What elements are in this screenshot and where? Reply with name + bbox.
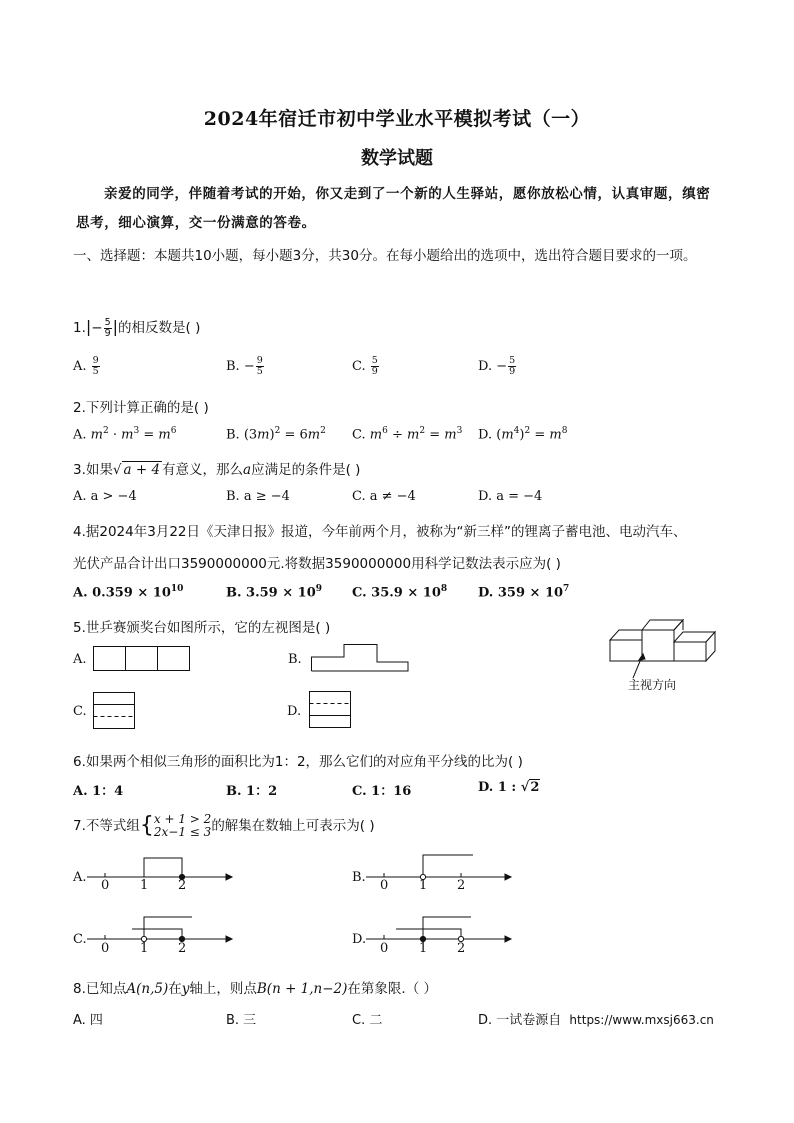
q1-option-b[interactable]: B. − $\frac{9}{5}$ [226,355,263,377]
q8-point-a: A(n,5) [126,981,169,997]
q8-point-b: B(n + 1,n−2) [256,981,348,997]
q7-a-tick-1: 1 [140,878,149,893]
q7-d-tick-1: 1 [419,941,428,956]
q1-abs-fraction: $\frac{5}{9}$ [104,316,111,339]
q7-c-tick-0: 0 [101,941,110,956]
q1-stem: 的相反数是( ) [118,320,201,336]
q6-option-c[interactable]: C. 1：16 [352,784,412,799]
q7-option-c-numberline[interactable] [87,912,237,957]
q7-option-b-numberline[interactable] [366,852,516,897]
q4-option-a[interactable]: A. $0.359 \times 10^{10}$ [73,584,184,601]
q1-option-c[interactable]: C. $\frac{5}{9}$ [352,355,378,377]
q7-b-tick-0: 0 [380,878,389,893]
source-url: https://www.mxsj663.cn [569,1013,714,1027]
q5-option-a-figure[interactable] [93,646,191,672]
q1-number: 1. [73,320,86,336]
q7-system: x + 1 > 2 2x−1 ≤ 3 [153,812,212,839]
q7-c-tick-1: 1 [140,941,149,956]
q7-c-tick-2: 2 [178,941,187,956]
q8-option-b[interactable]: B. 三 [226,1013,257,1028]
question-8: 8.已知点A(n,5)在y轴上，则点B(n + 1,n−2)在第象限.（ ） [73,981,438,997]
q8-option-d[interactable]: D. 一试卷源自 https://www.mxsj663.cn [478,1013,714,1028]
q4-option-c[interactable]: C. $35.9 \times 10^8$ [352,584,448,601]
view-direction-label: 主视方向 [628,678,677,692]
q7-a-tick-0: 0 [101,878,110,893]
question-2: 2.下列计算正确的是( ) [73,400,209,416]
q7-d-tick-2: 2 [457,941,466,956]
q8-option-a[interactable]: A. 四 [73,1013,103,1028]
q7-option-b-label[interactable]: B. [352,870,366,885]
q7-option-d-label[interactable]: D. [352,932,367,947]
q2-option-d[interactable]: D. $(m^4)^2 = m^8$ [478,426,568,443]
q5-option-b-label[interactable]: B. [288,652,302,667]
q1-option-a[interactable]: A. $\frac{9}{5}$ [73,355,99,377]
q8-option-c[interactable]: C. 二 [352,1013,383,1028]
q7-b-tick-1: 1 [419,878,428,893]
q7-option-a-numberline[interactable] [87,852,237,897]
question-3: 3.如果√ a + 4 有意义，那么a应满足的条件是( ) [73,462,361,478]
q6-option-a[interactable]: A. 1：4 [73,784,124,799]
question-7: 7.不等式组{ x + 1 > 2 2x−1 ≤ 3 的解集在数轴上可表示为( ) [73,812,375,839]
q5-option-c-figure[interactable] [93,692,137,730]
q4-option-d[interactable]: D. $359 \times 10^7$ [478,584,570,601]
q4-option-b[interactable]: B. $3.59 \times 10^9$ [226,584,323,601]
q7-option-c-label[interactable]: C. [73,932,87,947]
q3-radicand: a + 4 [123,462,161,478]
exam-title: 2024年宿迁市初中学业水平模拟考试（一） [203,108,591,130]
question-1: 1.|− $\frac{5}{9}$ |的相反数是( ) [73,316,201,339]
q2-option-b[interactable]: B. $(3m)^2 = 6m^2$ [226,426,326,443]
q2-option-a[interactable]: A. $m^2 \cdot m^3 = m^6$ [73,426,177,443]
q5-option-a-label[interactable]: A. [73,652,87,667]
q7-b-tick-2: 2 [457,878,466,893]
q1-option-d[interactable]: D. − $\frac{5}{9}$ [478,355,516,377]
question-6: 6.如果两个相似三角形的面积比为1：2，那么它们的对应角平分线的比为( ) [73,754,523,770]
q5-option-c-label[interactable]: C. [73,704,87,719]
q5-option-d-label[interactable]: D. [287,704,302,719]
q6-option-d[interactable]: D. 1 : √2 [478,780,540,795]
q7-a-tick-2: 2 [178,878,187,893]
question-4-line1: 4.据2024年3月22日《天津日报》报道，今年前两个月，被称为“新三样”的锂离子蓄电池、电动汽车、 [73,524,687,540]
q3-option-c[interactable]: C. a ≠ −4 [352,489,416,504]
q7-option-d-numberline[interactable] [366,912,516,957]
question-4-line2: 光伏产品合计出口3590000000元.将数据3590000000用科学记数法表示应为( ) [73,556,561,572]
q3-option-b[interactable]: B. a ≥ −4 [226,489,290,504]
intro-paragraph: 亲爱的同学，伴随着考试的开始，你又走到了一个新的人生驿站，愿你放松心情，认真审题，缜密思考，细心演算，交一份满意的答卷。 [76,186,711,231]
q2-option-c[interactable]: C. $m^6 \div m^2 = m^3$ [352,426,463,443]
q6-option-b[interactable]: B. 1：2 [226,784,278,799]
q7-d-tick-0: 0 [380,941,389,956]
q7-option-a-label[interactable]: A. [73,870,87,885]
exam-subtitle: 数学试题 [361,148,433,169]
q5-option-d-figure[interactable] [309,691,353,729]
q3-option-d[interactable]: D. a = −4 [478,489,543,504]
section-heading: 一、选择题：本题共10小题，每小题3分，共30分。在每小题给出的选项中，选出符合题目要求的一项。 [73,248,697,264]
q3-option-a[interactable]: A. a > −4 [73,489,137,504]
q5-option-b-figure[interactable] [311,644,411,672]
question-5: 5.世乒赛颁奖台如图所示，它的左视图是( ) [73,620,331,636]
